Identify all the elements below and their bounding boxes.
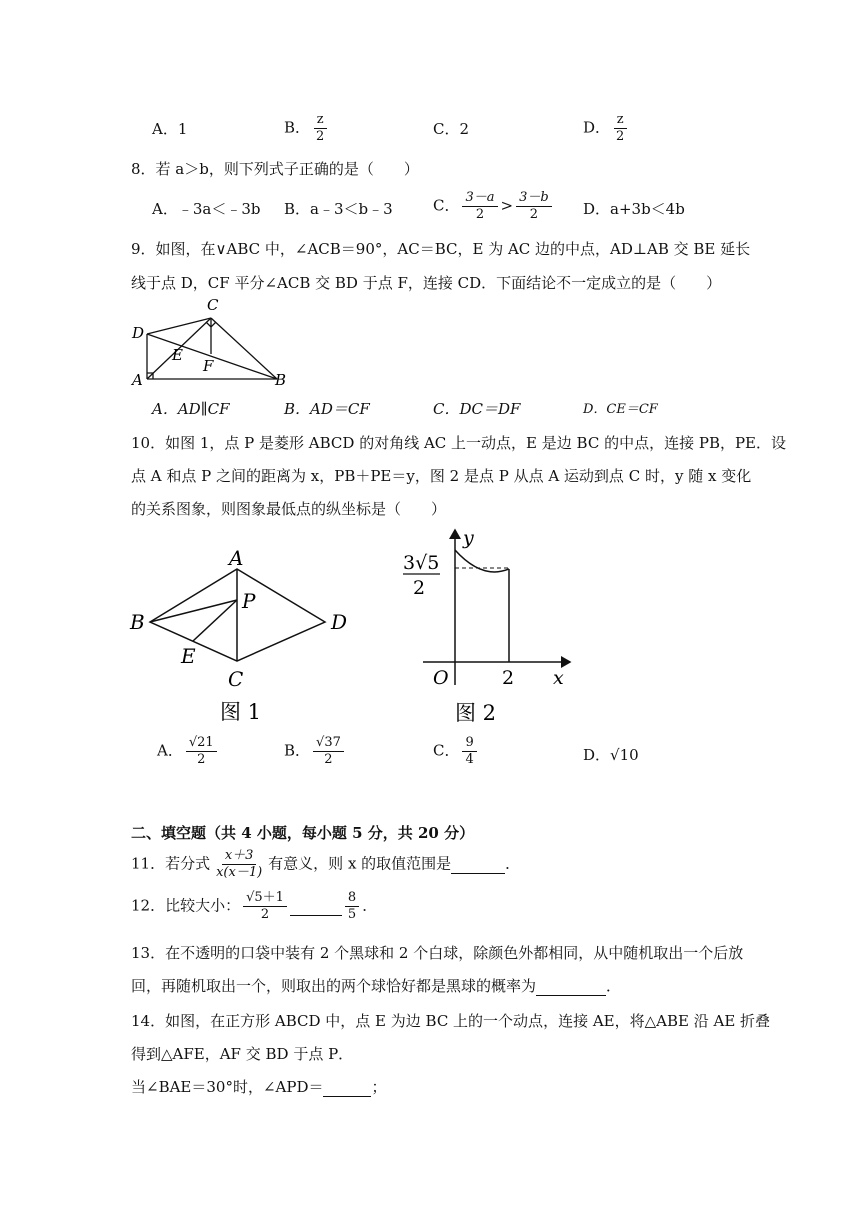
q8-option-a: A．﹣3a＜﹣3b xyxy=(152,200,261,218)
q11-suffix: 有意义，则 x 的取值范围是 xyxy=(268,854,452,873)
q11-numerator: x＋3 xyxy=(222,848,257,865)
q8-c-operator: > xyxy=(500,196,514,215)
q12-fraction-right xyxy=(345,890,359,923)
q11-fraction xyxy=(213,848,265,881)
q11-prefix: 11．若分式 xyxy=(131,854,211,873)
q8-stem: 8．若 a＞b，则下列式子正确的是（ ） xyxy=(131,160,419,178)
q13-end: ． xyxy=(606,977,622,995)
q9-label-c: C xyxy=(207,296,219,314)
q10-fig1-label-d: D xyxy=(331,610,348,634)
q10-a-fraction xyxy=(186,735,217,768)
q10-fig2-label-2: 2 xyxy=(502,667,515,689)
q13-line2-text: 回，再随机取出一个，则取出的两个球恰好都是黑球的概率为 xyxy=(131,977,537,995)
q9-label-e: E xyxy=(172,346,183,364)
q10-option-c xyxy=(433,735,480,768)
q9-option-d: D．CE＝CF xyxy=(583,402,658,417)
q10-fig1-label-p: P xyxy=(242,589,256,613)
q7-d-denominator: 2 xyxy=(616,129,625,144)
q10-fig2-ytick-denominator: 2 xyxy=(413,577,426,599)
q9-label-b: B xyxy=(275,371,287,389)
q10-option-b xyxy=(284,735,347,768)
q7-option-d-label: D． xyxy=(583,118,611,137)
q14-line3-text: 当∠BAE＝30°时，∠APD＝ xyxy=(131,1078,324,1096)
q11-answer-blank[interactable] xyxy=(451,855,505,874)
q10-c-denominator: 4 xyxy=(465,752,474,767)
section2-title: 二、填空题（共 4 小题，每小题 5 分，共 20 分） xyxy=(131,824,475,842)
q10-figure1 xyxy=(125,543,355,728)
q8-c-den1: 2 xyxy=(475,207,485,222)
q10-b-fraction xyxy=(313,735,344,768)
q8-c-fraction-left xyxy=(462,190,497,223)
q10-option-a xyxy=(157,735,220,768)
q12-answer-blank[interactable] xyxy=(290,897,342,916)
q8-option-d: D．a+3b＜4b xyxy=(583,200,685,218)
q14-end: ； xyxy=(371,1078,387,1096)
q10-fig2-label-o: O xyxy=(433,667,449,689)
q12 xyxy=(131,890,377,923)
q10-fig1-label-c: C xyxy=(228,667,244,691)
q10-a-numerator: √21 xyxy=(186,735,217,752)
q10-line-pb xyxy=(150,600,237,622)
q10-fig2-caption: 图 2 xyxy=(455,701,497,725)
q14-line2: 得到△AFE，AF 交 BD 于点 P． xyxy=(131,1045,354,1063)
q9-option-a: A．AD∥CF xyxy=(152,400,230,418)
q9-line-cb xyxy=(211,318,277,379)
q8-c-num1: 3－a xyxy=(462,190,497,207)
q12-numerator-left: √5＋1 xyxy=(243,890,287,907)
q14-line3 xyxy=(131,1076,387,1097)
q9-stem-line1: 9．如图，在∨ABC 中，∠ACB＝90°，AC＝BC，E 为 AC 边的中点，AD⊥AB 交 BE 延长 xyxy=(131,240,751,258)
q12-fraction-left xyxy=(243,890,287,923)
q10-stem-line1: 10．如图 1，点 P 是菱形 ABCD 的对角线 AC 上一动点，E 是边 BC 的中点，连接 PB，PE．设 xyxy=(131,434,787,452)
q10-fig2-label-x: x xyxy=(553,667,564,689)
q12-numerator-right: 8 xyxy=(345,890,359,907)
q7-option-d xyxy=(583,112,630,145)
q11 xyxy=(131,848,520,881)
q9-figure xyxy=(125,292,295,392)
q12-denominator-left: 2 xyxy=(260,907,270,922)
q10-option-d: D．√10 xyxy=(583,746,639,764)
q7-option-c: C．2 xyxy=(433,120,470,138)
q9-stem-line2: 线于点 D，CF 平分∠ACB 交 BD 于点 F，连接 CD．下面结论不一定成立的是（ ） xyxy=(131,274,722,292)
q11-denominator: x(x－1) xyxy=(216,865,263,880)
q10-fig1-label-e: E xyxy=(181,644,196,668)
q7-option-d-fraction xyxy=(613,112,627,145)
q10-option-a-label: A． xyxy=(157,741,183,760)
q8-option-c xyxy=(433,190,555,223)
q13-line2 xyxy=(131,975,621,996)
q9-line-dc xyxy=(147,318,211,334)
q8-option-b: B．a﹣3＜b﹣3 xyxy=(284,200,393,218)
q13-line1: 13．在不透明的口袋中装有 2 个黑球和 2 个白球，除颜色外都相同，从中随机取出一个后放 xyxy=(131,944,744,962)
q10-stem-line3: 的关系图象，则图象最低点的纵坐标是（ ） xyxy=(131,500,447,518)
q12-end: ． xyxy=(362,896,378,915)
q10-option-c-label: C． xyxy=(433,741,460,760)
q9-label-d: D xyxy=(132,324,145,342)
q7-option-b xyxy=(284,112,330,145)
q8-c-fraction-right xyxy=(516,190,552,223)
q13-answer-blank[interactable] xyxy=(536,977,606,996)
q9-label-f: F xyxy=(203,357,214,375)
q10-fig1-label-a: A xyxy=(229,546,244,570)
q8-c-num2: 3－b xyxy=(516,190,552,207)
q7-b-numerator: z xyxy=(314,112,327,129)
q10-stem-line2: 点 A 和点 P 之间的距离为 x，PB＋PE＝y，图 2 是点 P 从点 A 运动到点 C 时，y 随 x 变化 xyxy=(131,467,752,485)
q9-option-b: B．AD＝CF xyxy=(284,400,370,418)
q7-option-a: A．1 xyxy=(152,120,188,138)
q8-option-c-label: C． xyxy=(433,196,460,215)
q9-option-c: C．DC＝DF xyxy=(433,400,521,418)
q14-line1: 14．如图，在正方形 ABCD 中，点 E 为边 BC 上的一个动点，连接 AE，将△ABE 沿 AE 折叠 xyxy=(131,1012,771,1030)
q10-fig1-label-b: B xyxy=(130,610,145,634)
q10-fig2-ytick-numerator: 3√5 xyxy=(403,552,440,574)
q7-b-denominator: 2 xyxy=(316,129,325,144)
q10-b-denominator: 2 xyxy=(324,752,333,767)
q12-prefix: 12．比较大小： xyxy=(131,896,241,915)
q14-answer-blank[interactable] xyxy=(323,1078,371,1097)
q7-option-b-fraction xyxy=(313,112,327,145)
q10-fig2-label-y: y xyxy=(463,527,474,549)
q10-a-denominator: 2 xyxy=(197,752,206,767)
q10-b-numerator: √37 xyxy=(313,735,344,752)
q10-c-fraction xyxy=(462,735,476,768)
q10-fig1-caption: 图 1 xyxy=(220,700,262,724)
q10-figure2 xyxy=(398,520,588,728)
q10-c-numerator: 9 xyxy=(462,735,476,752)
q7-d-numerator: z xyxy=(614,112,627,129)
q11-end: ． xyxy=(505,854,521,873)
q10-curve xyxy=(455,550,509,572)
q8-c-den2: 2 xyxy=(529,207,539,222)
q12-denominator-right: 5 xyxy=(347,907,357,922)
q9-label-a: A xyxy=(132,371,143,389)
q7-option-b-label: B． xyxy=(284,118,311,137)
q10-option-b-label: B． xyxy=(284,741,311,760)
